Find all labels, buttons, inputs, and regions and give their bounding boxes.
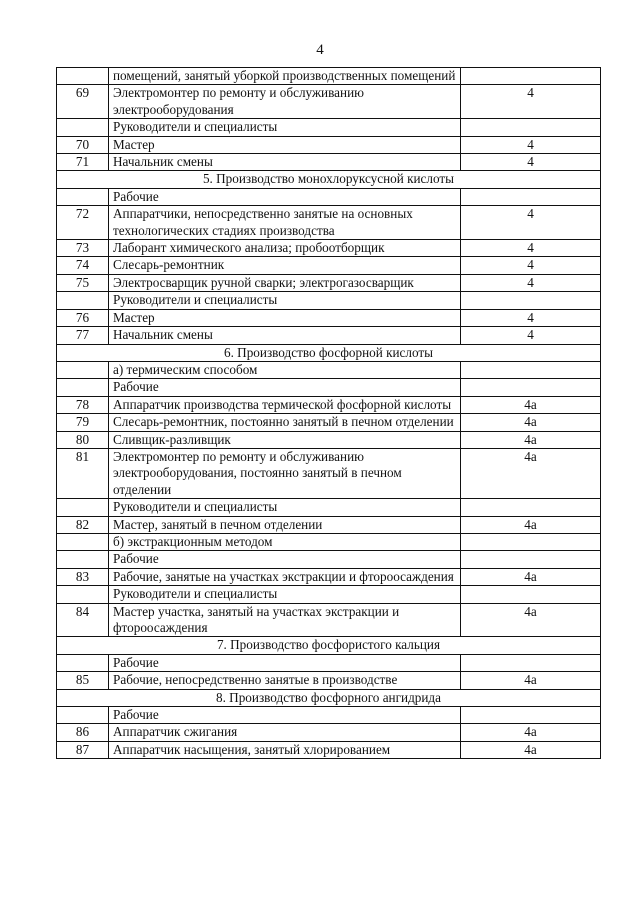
profession-name: Мастер, занятый в печном отделении: [109, 516, 461, 533]
profession-name: б) экстракционным методом: [109, 533, 461, 550]
table-row: [57, 448, 601, 498]
list-number: [461, 119, 601, 136]
row-number: [57, 586, 109, 603]
list-number: 4: [461, 257, 601, 274]
table-row: [57, 274, 601, 291]
row-number: [57, 551, 109, 568]
profession-name: Рабочие, непосредственно занятые в производстве: [109, 672, 461, 689]
table-row: [57, 499, 601, 516]
section-header-row: [57, 171, 601, 188]
table-row: [57, 257, 601, 274]
profession-name: Руководители и специалисты: [109, 586, 461, 603]
list-number: [461, 707, 601, 724]
list-number: 4а: [461, 672, 601, 689]
row-number: [57, 292, 109, 309]
list-number: [461, 292, 601, 309]
section-title: 8. Производство фосфорного ангидрида: [57, 689, 601, 706]
table-row: [57, 672, 601, 689]
list-number: 4а: [461, 516, 601, 533]
row-number: 84: [57, 603, 109, 637]
table-row: [57, 361, 601, 378]
list-number: [461, 551, 601, 568]
profession-name: Рабочие: [109, 551, 461, 568]
row-number: 74: [57, 257, 109, 274]
row-number: 75: [57, 274, 109, 291]
row-number: [57, 499, 109, 516]
table-row: [57, 240, 601, 257]
list-number: [461, 68, 601, 85]
row-number: [57, 188, 109, 205]
profession-name: Сливщик-разливщик: [109, 431, 461, 448]
section-header-row: [57, 689, 601, 706]
profession-name: Руководители и специалисты: [109, 499, 461, 516]
table-row: [57, 551, 601, 568]
row-number: 70: [57, 136, 109, 153]
row-number: [57, 654, 109, 671]
list-number: 4: [461, 274, 601, 291]
profession-name: Мастер: [109, 136, 461, 153]
profession-name: Аппаратчики, непосредственно занятые на основных технологических стадиях производства: [109, 206, 461, 240]
table-row: [57, 707, 601, 724]
list-number: 4: [461, 327, 601, 344]
section-title: 7. Производство фосфористого кальция: [57, 637, 601, 654]
profession-name: Начальник смены: [109, 154, 461, 171]
table-row: [57, 292, 601, 309]
profession-name: Руководители и специалисты: [109, 292, 461, 309]
section-header-row: [57, 637, 601, 654]
section-header-row: [57, 344, 601, 361]
list-number: 4а: [461, 414, 601, 431]
profession-name: помещений, занятый уборкой производственных помещений: [109, 68, 461, 85]
section-title: 6. Производство фосфорной кислоты: [57, 344, 601, 361]
list-number: [461, 379, 601, 396]
table-row: [57, 533, 601, 550]
table-row: [57, 68, 601, 85]
row-number: 79: [57, 414, 109, 431]
list-number: [461, 361, 601, 378]
profession-name: Электромонтер по ремонту и обслуживанию электрооборудования: [109, 85, 461, 119]
profession-name: Лаборант химического анализа; пробоотборщик: [109, 240, 461, 257]
table-row: [57, 136, 601, 153]
row-number: 71: [57, 154, 109, 171]
profession-name: Аппаратчик сжигания: [109, 724, 461, 741]
table-row: [57, 85, 601, 119]
table-row: [57, 654, 601, 671]
row-number: 69: [57, 85, 109, 119]
profession-name: Начальник смены: [109, 327, 461, 344]
table-row: [57, 119, 601, 136]
list-number: 4: [461, 154, 601, 171]
list-number: 4: [461, 206, 601, 240]
row-number: 82: [57, 516, 109, 533]
list-number: 4а: [461, 603, 601, 637]
profession-name: Электромонтер по ремонту и обслуживанию электрооборудования, постоянно занятый в печном отделении: [109, 448, 461, 498]
page-number: 4: [316, 42, 324, 58]
list-number: [461, 188, 601, 205]
table-row: [57, 431, 601, 448]
table-row: [57, 206, 601, 240]
table-row: [57, 396, 601, 413]
row-number: 77: [57, 327, 109, 344]
list-number: 4а: [461, 431, 601, 448]
profession-name: Рабочие: [109, 707, 461, 724]
row-number: 86: [57, 724, 109, 741]
table-row: [57, 154, 601, 171]
table-row: [57, 568, 601, 585]
table-row: [57, 309, 601, 326]
profession-name: Аппаратчик насыщения, занятый хлорированием: [109, 741, 461, 758]
table-row: [57, 603, 601, 637]
table-row: [57, 741, 601, 758]
list-number: 4: [461, 85, 601, 119]
list-number: 4а: [461, 448, 601, 498]
profession-name: Слесарь-ремонтник: [109, 257, 461, 274]
list-number: [461, 499, 601, 516]
table-row: [57, 586, 601, 603]
profession-name: Аппаратчик производства термической фосфорной кислоты: [109, 396, 461, 413]
profession-name: Электросварщик ручной сварки; электрогазосварщик: [109, 274, 461, 291]
list-number: 4а: [461, 568, 601, 585]
profession-name: Рабочие: [109, 379, 461, 396]
table-row: [57, 414, 601, 431]
row-number: 73: [57, 240, 109, 257]
list-number: 4а: [461, 741, 601, 758]
list-number: [461, 533, 601, 550]
list-number: [461, 654, 601, 671]
row-number: 87: [57, 741, 109, 758]
row-number: [57, 119, 109, 136]
row-number: 83: [57, 568, 109, 585]
profession-name: Рабочие: [109, 188, 461, 205]
row-number: 78: [57, 396, 109, 413]
list-number: [461, 586, 601, 603]
profession-name: Мастер: [109, 309, 461, 326]
row-number: [57, 361, 109, 378]
profession-name: Руководители и специалисты: [109, 119, 461, 136]
row-number: [57, 707, 109, 724]
row-number: [57, 379, 109, 396]
row-number: [57, 68, 109, 85]
table-row: [57, 516, 601, 533]
table-row: [57, 379, 601, 396]
professions-table: [56, 67, 601, 759]
profession-name: Мастер участка, занятый на участках экстракции и фтороосаждения: [109, 603, 461, 637]
list-number: 4а: [461, 396, 601, 413]
table-row: [57, 724, 601, 741]
profession-name: Рабочие, занятые на участках экстракции и фтороосаждения: [109, 568, 461, 585]
row-number: [57, 533, 109, 550]
row-number: 85: [57, 672, 109, 689]
row-number: 76: [57, 309, 109, 326]
list-number: 4: [461, 240, 601, 257]
list-number: 4а: [461, 724, 601, 741]
list-number: 4: [461, 309, 601, 326]
row-number: 80: [57, 431, 109, 448]
list-number: 4: [461, 136, 601, 153]
row-number: 72: [57, 206, 109, 240]
profession-name: а) термическим способом: [109, 361, 461, 378]
table-row: [57, 188, 601, 205]
section-title: 5. Производство монохлоруксусной кислоты: [57, 171, 601, 188]
table-body: [57, 68, 601, 759]
profession-name: Слесарь-ремонтник, постоянно занятый в печном отделении: [109, 414, 461, 431]
table-row: [57, 327, 601, 344]
profession-name: Рабочие: [109, 654, 461, 671]
row-number: 81: [57, 448, 109, 498]
